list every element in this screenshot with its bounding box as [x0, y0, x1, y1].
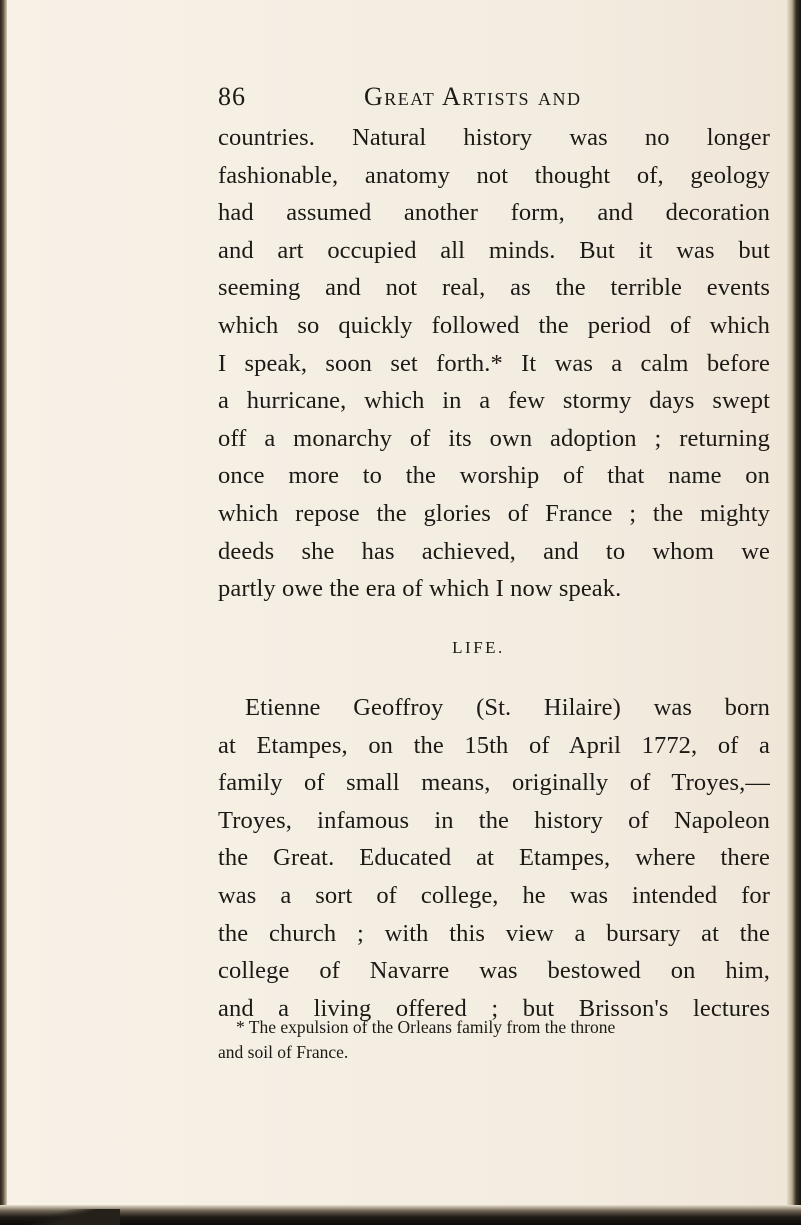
text-line: deeds she has achieved, and to whom we [218, 537, 770, 565]
text-line: fashionable, anatomy not thought of, geology [218, 161, 770, 189]
text-line: college of Navarre was bestowed on him, [218, 957, 770, 985]
text-line: Etienne Geoffroy (St. Hilaire) was born [245, 694, 770, 721]
page-number: 86 [218, 82, 246, 111]
text-line: the church ; with this view a bursary at the [218, 919, 770, 947]
text-line: seeming and not real, as the terrible events [218, 274, 770, 302]
footnote-line: and soil of France. [218, 1042, 349, 1062]
page-bottom-edge [0, 1205, 801, 1225]
text-line: partly owe the era of which I now speak. [218, 575, 622, 603]
text-line: at Etampes, on the 15th of April 1772, of a [218, 731, 770, 759]
text-line: I speak, soon set forth.* It was a calm before [218, 349, 770, 377]
page-left-edge [0, 0, 7, 1225]
paragraph-2 [218, 689, 770, 1027]
text-line: and a living offered ; but Brisson's lectures [218, 994, 770, 1022]
running-head [0, 82, 801, 122]
text-line: had assumed another form, and decoration [218, 199, 770, 227]
text-line: off a monarchy of its own adoption ; returning [218, 424, 770, 452]
text-line: the Great. Educated at Etampes, where there [218, 844, 770, 872]
text-line: countries. Natural history was no longer [218, 124, 770, 151]
running-title: Great Artists and [364, 82, 582, 111]
footnote-line: * The expulsion of the Orleans family from the throne [236, 1017, 616, 1037]
footnote [218, 1015, 770, 1065]
text-line: which repose the glories of France ; the mighty [218, 499, 770, 527]
paragraph-1 [218, 119, 770, 608]
section-heading: LIFE. [452, 638, 505, 657]
text-line: once more to the worship of that name on [218, 462, 770, 490]
text-line: a hurricane, which in a few stormy days swept [218, 387, 770, 415]
text-line: family of small means, originally of Troyes,— [218, 769, 770, 797]
text-line: which so quickly followed the period of which [218, 311, 770, 339]
text-line: was a sort of college, he was intended for [218, 881, 770, 909]
page-right-edge [787, 0, 801, 1225]
text-line: and art occupied all minds. But it was but [218, 236, 770, 264]
text-line: Troyes, infamous in the history of Napoleon [218, 806, 770, 834]
